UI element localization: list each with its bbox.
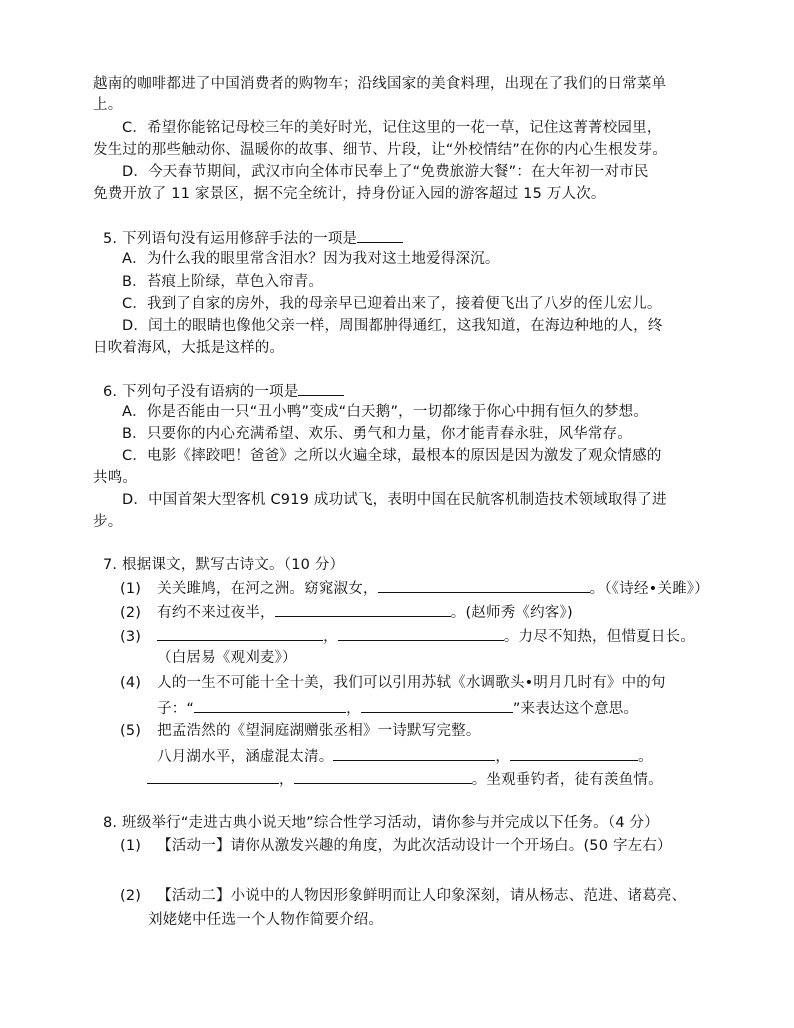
q7-item-2-blank[interactable] — [275, 601, 451, 617]
q7-stem: 7. 根据课文，默写古诗文。（10 分） — [103, 557, 345, 573]
q6-option-c-line1: C．电影《摔跤吧！爸爸》之所以火遍全球，最根本的原因是因为激发了观众情感的 — [122, 448, 662, 464]
q8-task-2-text: 【活动二】小说中的人物因形象鲜明而让人印象深刻，请从杨志、范进、诸葛亮、 — [157, 888, 687, 904]
q7-item-1-number: (1) — [120, 581, 142, 597]
q4-a-line1: 越南的咖啡都进了中国消费者的购物车；沿线国家的美食料理，出现在了我们的日常菜单 — [93, 76, 667, 92]
q7-item-5-blank-1[interactable] — [333, 745, 495, 761]
q7-item-1-blank[interactable] — [378, 577, 590, 593]
q7-item-3-source: （白居易《观刈麦》） — [157, 650, 297, 666]
q6-stem-text: 6. 下列句子没有语病的一项是 — [103, 384, 299, 400]
q7-item-2-text: 有约不来过夜半， — [157, 605, 275, 621]
q7-item-4-suffix: ”来表达这个意思。 — [512, 701, 639, 717]
q4-option-d-line2: 免费开放了 11 家景区，据不完全统计，持身份证入园的游客超过 15 万人次。 — [93, 186, 606, 202]
q6-stem — [103, 380, 344, 402]
q4-option-c-line2: 发生过的那些触动你、温暖你的故事、细节、片段，让“外校情结”在你的内心生根发芽。 — [93, 142, 668, 158]
q4-option-d-line1: D．今天春节期间，武汉市向全体市民奉上了“免费旅游大餐”：在大年初一对市民 — [122, 164, 649, 180]
q7-item-4-blank-1[interactable] — [194, 697, 346, 713]
q4-option-c-line1: C．希望你能铭记母校三年的美好时光，记住这里的一花一草，记住这菁菁校园里， — [122, 120, 662, 136]
q7-item-5-line3 — [147, 768, 663, 790]
q6-option-b: B．只要你的内心充满希望、欢乐、勇气和力量，你才能青春永驻，风华常存。 — [122, 426, 632, 442]
q7-item-5-comma-1: ， — [495, 749, 511, 765]
q6-option-a: A．你是否能由一只“丑小鸭”变成“白天鹅”，一切都缘于你心中拥有恒久的梦想。 — [122, 404, 649, 420]
q7-item-4-blank-2[interactable] — [361, 697, 513, 713]
q5-option-c: C．我到了自家的房外，我的母亲早已迎着出来了，接着便飞出了八岁的侄儿宏儿。 — [122, 296, 662, 312]
q7-item-4-comma: ， — [346, 701, 361, 717]
q7-item-3-blank-2[interactable] — [338, 625, 504, 641]
q6-answer-blank[interactable] — [298, 380, 344, 396]
q5-option-b: B．苔痕上阶绿，草色入帘青。 — [122, 274, 324, 290]
q7-item-5-blank-3[interactable] — [147, 768, 279, 784]
q8-task-1 — [120, 836, 672, 856]
q8-task-1-number: (1) — [120, 838, 142, 854]
q7-item-3-blank-1[interactable] — [157, 625, 323, 641]
q8-task-1-text: 【活动一】请你从激发兴趣的角度，为此次活动设计一个开场白。(50 字左右） — [157, 838, 672, 854]
q5-answer-blank[interactable] — [357, 227, 403, 243]
q7-item-5-blank-2[interactable] — [510, 745, 638, 761]
q6-option-d-line2: 步。 — [93, 514, 123, 530]
q8-task-2-number: (2) — [120, 888, 142, 904]
q5-option-a: A．为什么我的眼里常含泪水？因为我对这土地爱得深沉。 — [122, 251, 500, 267]
q7-item-4-number: (4) — [120, 675, 142, 691]
q7-item-5-blank-4[interactable] — [294, 768, 472, 784]
q7-item-5-poem-end: 。坐观垂钓者，徒有羡鱼情。 — [471, 772, 663, 788]
q7-item-5-number: (5) — [120, 723, 142, 739]
q7-item-5-period-1: 。 — [638, 749, 653, 765]
q7-item-5-comma-2: ， — [279, 772, 294, 788]
q7-item-3 — [120, 625, 695, 647]
q7-item-4 — [120, 673, 666, 693]
q5-option-d-line1: D．闰土的眼睛也像他父亲一样，周围都肿得通红，这我知道，在海边种地的人，终 — [122, 318, 663, 334]
q7-item-2-number: (2) — [120, 605, 142, 621]
q6-option-d-line1: D．中国首架大型客机 C919 成功试飞，表明中国在民航客机制造技术领域取得了进 — [122, 492, 667, 508]
q8-stem: 8. 班级举行“走进古典小说天地”综合性学习活动，请你参与并完成以下任务。（4 分） — [103, 815, 659, 831]
q7-item-3-text: 。力尽不知热，但惜夏日长。 — [503, 629, 695, 645]
q5-option-d-line2: 日吹着海风，大抵是这样的。 — [93, 340, 285, 356]
q8-task-2-line2: 刘姥姥中任选一个人物作简要介绍。 — [148, 912, 384, 928]
q7-item-3-number: (3) — [120, 629, 142, 645]
q7-item-4-prefix: 子：“ — [157, 701, 195, 717]
q7-item-2 — [120, 601, 573, 623]
q7-item-1-source: 。（《诗经•关雎》） — [589, 581, 709, 597]
q7-item-1 — [120, 577, 709, 599]
q8-task-2 — [120, 886, 686, 906]
q7-item-5-text: 把孟浩然的《望洞庭湖赠张丞相》一诗默写完整。 — [157, 723, 481, 739]
q7-item-3-comma: ， — [323, 629, 338, 645]
q6-option-c-line2: 共鸣。 — [93, 470, 138, 486]
q7-item-5-line2 — [157, 745, 653, 767]
q5-stem-text: 5. 下列语句没有运用修辞手法的一项是 — [103, 231, 358, 247]
q7-item-4-line2 — [157, 697, 638, 719]
q5-stem — [103, 227, 403, 249]
q7-item-1-text: 关关雎鸠，在河之洲。窈窕淑女， — [157, 581, 378, 597]
q7-item-5-poem-start: 八月湖水平，涵虚混太清。 — [157, 749, 334, 765]
q7-item-5 — [120, 721, 481, 741]
q7-item-2-source: 。(赵师秀《约客》) — [450, 605, 573, 621]
q4-a-line2: 上。 — [93, 97, 123, 113]
q7-item-4-text: 人的一生不可能十全十美，我们可以引用苏轼《水调歌头•明月几时有》中的句 — [157, 675, 666, 691]
